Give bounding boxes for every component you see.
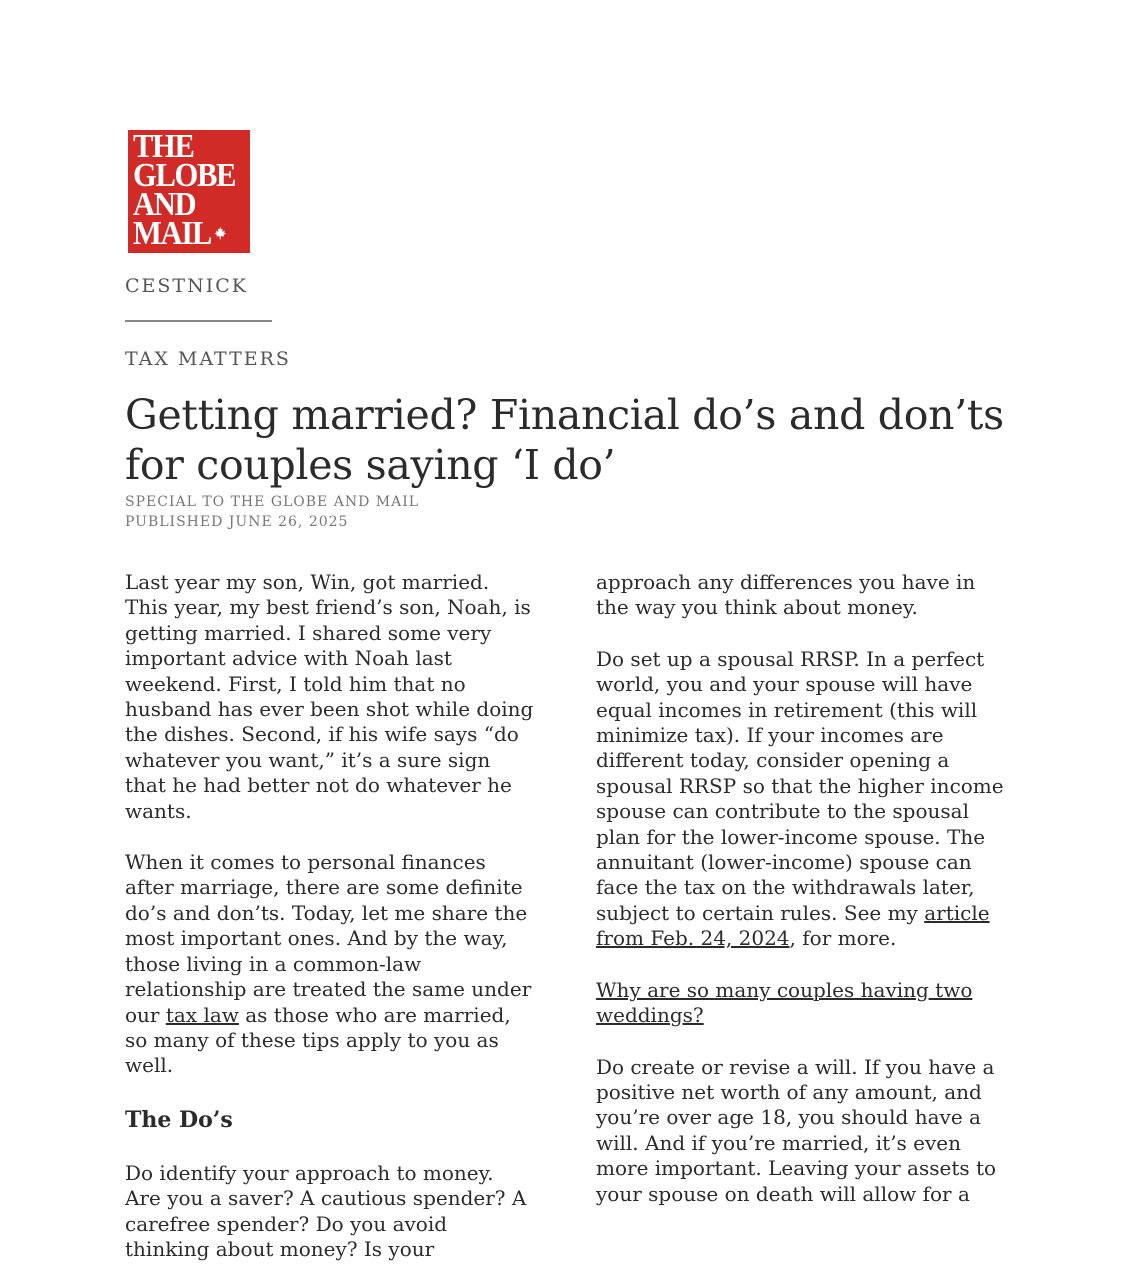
byline (125, 492, 419, 532)
paragraph (596, 647, 1008, 952)
logo-line-3: AND (133, 186, 196, 223)
logo-line-2: GLOBE (133, 157, 236, 194)
paragraph: approach any differences you have in the way you think about money. (596, 570, 976, 620)
globe-and-mail-logo[interactable] (128, 130, 250, 253)
section-label[interactable]: TAX MATTERS (125, 348, 291, 370)
related-article-link[interactable]: Why are so many couples having two weddings? (596, 977, 973, 1028)
paragraph-text: When it comes to personal finances after marriage, there are some definite do’s and don’ts. Today, let me share the most important ones. And by the way, those living in a common-law relationship are treated the same under our (125, 850, 532, 1027)
subheading: The Do’s (125, 1106, 233, 1133)
article-column-right (596, 570, 1008, 1233)
column-name[interactable]: CESTNICK (125, 275, 248, 297)
paragraph-text: as those who are married, so many of these tips apply to you as well. (125, 1002, 511, 1078)
paragraph: Do identify your approach to money. Are you a saver? A cautious spender? A carefree spender? Do you avoid thinking about money? Is your (125, 1160, 527, 1261)
paragraph: Last year my son, Win, got married. This year, my best friend’s son, Noah, is getting married. I shared some very important advice with Noah last weekend. First, I told him that no husband has ever been shot while doing the dishes. Second, if his wife says “do whatever you want,” it’s a sure sign that he had better not do whatever he wants. (125, 570, 534, 823)
paragraph (125, 850, 535, 1079)
logo-line-1: THE (133, 128, 194, 165)
publish-date: PUBLISHED JUNE 26, 2025 (125, 514, 349, 530)
article-link[interactable]: article from Feb. 24, 2024 (596, 900, 990, 951)
maple-leaf-icon (214, 226, 227, 240)
article-column-left (125, 570, 535, 1288)
related-paragraph (596, 978, 1008, 1029)
paragraph: Do create or revise a will. If you have a positive net worth of any amount, and you’re over age 18, you should have a will. And if you’re married, it’s even more important. Leaving your assets to your spouse on death will allow for a (596, 1054, 997, 1206)
logo-line-4: MAIL (133, 215, 211, 252)
byline-credit: SPECIAL TO THE GLOBE AND MAIL (125, 494, 420, 510)
divider (125, 320, 272, 322)
paragraph-text: , for more. (789, 926, 897, 951)
article-headline: Getting married? Financial do’s and don’ts for couples saying ‘I do’ (125, 391, 1004, 489)
tax-law-link[interactable]: tax law (165, 1002, 239, 1027)
paragraph-text: Do set up a spousal RRSP. In a perfect world, you and your spouse will have equal incomes in retirement (this will minimize tax). If your incomes are different today, consider opening a spousal RRSP so that the higher income spouse can contribute to the spousal plan for the lower-income spouse. The annuitant (lower-income) spouse can face the tax on the withdrawals later, subject to certain rules. See my (596, 646, 1004, 925)
